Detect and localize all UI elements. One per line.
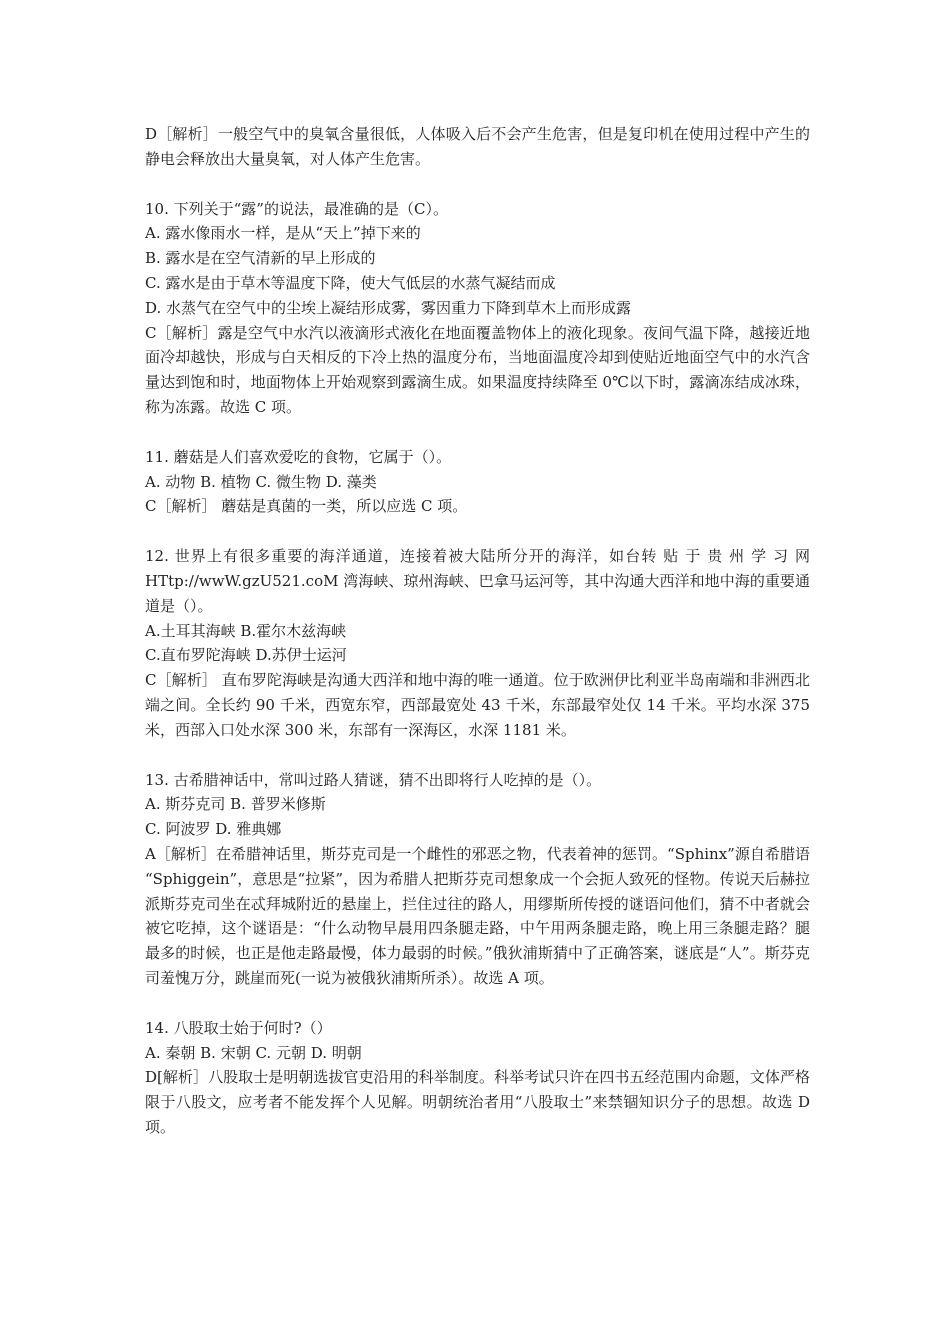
options-line-1: A. 斯芬克司 B. 普罗米修斯 (145, 795, 326, 814)
analysis-paragraph: C［解析］ 蘑菇是真菌的一类，所以应选 C 项。 (145, 497, 468, 516)
question-14 (145, 1016, 810, 1140)
question-10 (145, 197, 810, 420)
question-stem: 10. 下列关于“露”的说法，最准确的是（C）。 (145, 199, 448, 218)
question-11 (145, 445, 810, 519)
question-stem: 14. 八股取士始于何时?（） (145, 1018, 332, 1037)
question-stem: 11. 蘑菇是人们喜欢爱吃的食物，它属于（）。 (145, 447, 452, 466)
analysis-paragraph: A［解析］在希腊神话里，斯芬克司是一个雌性的邪恶之物，代表着神的惩罚。“Sphinx”源自希腊语 “Sphiggein”，意思是“拉紧”，因为希腊人把斯芬克司想象成一个会扼人致死的怪物。传说天后赫拉派斯芬克司坐在忒拜城附近的悬崖上，拦住过往的路人，用缪斯所传授的谜语问他们，猜不中者就会被它吃掉，这个谜语是：“什么动物早晨用四条腿走路，中午用两条腿走路，晚上用三条腿走路？腿最多的时候，也正是他走路最慢，体力最弱的时候。”俄狄浦斯猜中了正确答案，谜底是“人”。斯芬克司羞愧万分，跳崖而死(一说为被俄狄浦斯所杀）。故选 A 项。 (145, 844, 810, 987)
analysis-paragraph: C［解析］ 直布罗陀海峡是沟通大西洋和地中海的唯一通道。位于欧洲伊比利亚半岛南端和非洲西北端之间。全长约 90 千米，西宽东窄，西部最宽处 43 千米，东部最窄处仅 14 千米。平均水深 375 米，西部入口处水深 300 米，东部有一深海区，水深 1181 米。 (145, 671, 810, 739)
analysis-paragraph: D［解析］一般空气中的臭氧含量很低，人体吸入后不会产生危害，但是复印机在使用过程中产生的静电会释放出大量臭氧，对人体产生危害。 (145, 125, 810, 168)
option-a: A. 露水像雨水一样，是从“天上”掉下来的 (145, 224, 421, 243)
option-b: B. 露水是在空气清新的早上形成的 (145, 249, 376, 268)
question-stem: 13. 古希腊神话中，常叫过路人猜谜，猜不出即将行人吃掉的是（）。 (145, 770, 602, 789)
analysis-paragraph: C［解析］露是空气中水汽以液滴形式液化在地面覆盖物体上的液化现象。夜间气温下降，越接近地面冷却越快，形成与白天相反的下冷上热的温度分布，当地面温度冷却到使贴近地面空气中的水汽含量达到饱和时，地面物体上开始观察到露滴生成。如果温度持续降至 0℃以下时，露滴冻结成冰珠，称为冻露。故选 C 项。 (145, 323, 810, 416)
options-line-2: C. 阿波罗 D. 雅典娜 (145, 820, 282, 839)
analysis-paragraph: D[解析］八股取士是明朝选拔官吏沿用的科举制度。科举考试只许在四书五经范围内命题，文体严格限于八股文，应考者不能发挥个人见解。明朝统治者用“八股取士”来禁锢知识分子的思想。故选 D 项。 (145, 1068, 810, 1136)
options-line: A. 秦朝 B. 宋朝 C. 元朝 D. 明朝 (145, 1043, 362, 1062)
options-line-1: A.土耳其海峡 B.霍尔木兹海峡 (145, 621, 347, 640)
question-9-tail (145, 122, 810, 172)
question-stem: 12. 世界上有很多重要的海洋通道，连接着被大陆所分开的海洋，如台转 贴 于 贵 州 学 习 网 HTtp://wwW.gzU521.coM 湾海峡、琼州海峡、巴拿马运河等，其中沟通大西洋和地中海的重要通道是（）。 (145, 547, 810, 615)
options-line-2: C.直布罗陀海峡 D.苏伊士运河 (145, 646, 347, 665)
document-body (145, 122, 810, 1165)
options-line: A. 动物 B. 植物 C. 微生物 D. 藻类 (145, 472, 377, 491)
option-c: C. 露水是由于草木等温度下降，使大气低层的水蒸气凝结而成 (145, 273, 556, 292)
option-d: D. 水蒸气在空气中的尘埃上凝结形成雾，雾因重力下降到草木上而形成露 (145, 298, 632, 317)
question-12 (145, 544, 810, 742)
question-13 (145, 768, 810, 991)
